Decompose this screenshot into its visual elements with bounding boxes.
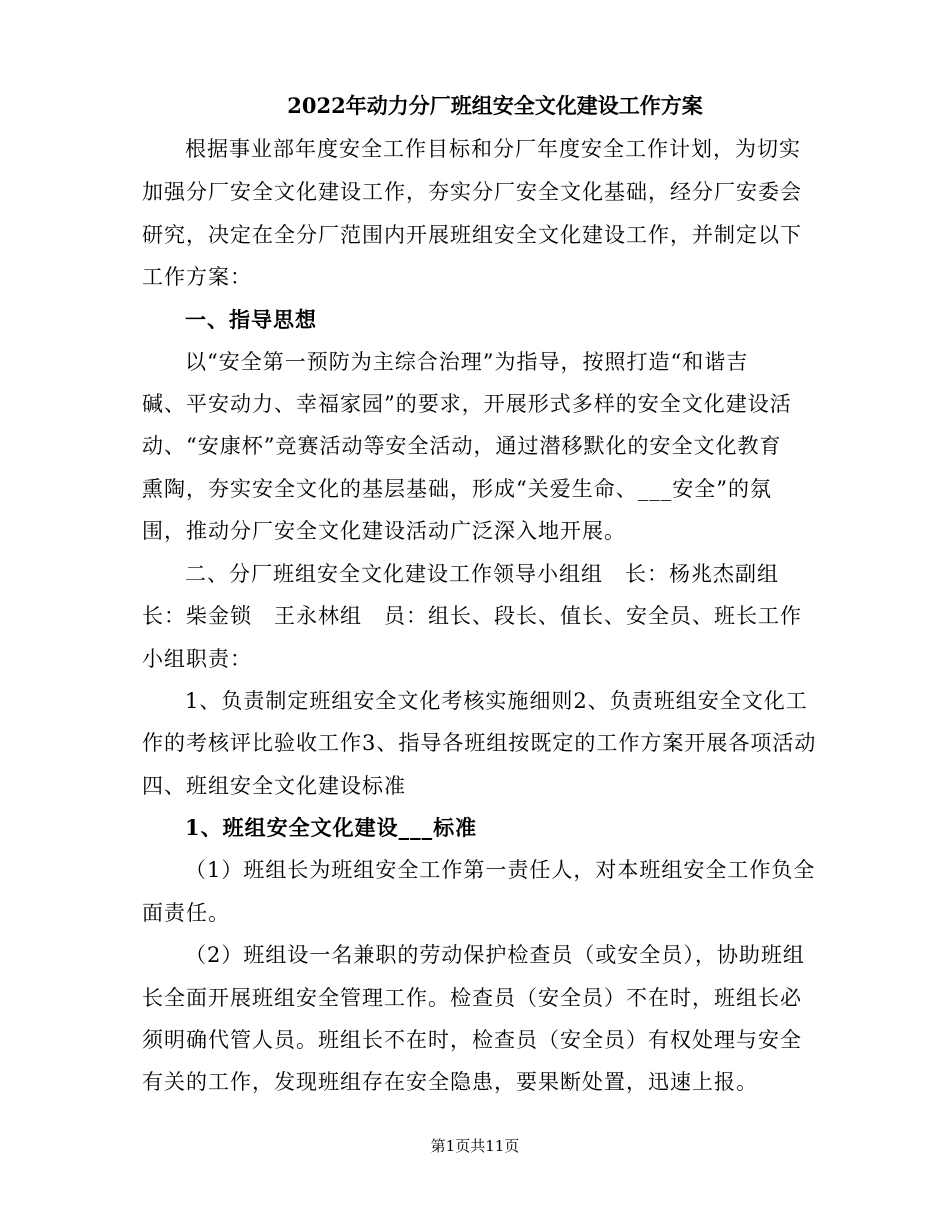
paragraph-line: 面责任。 bbox=[142, 901, 230, 925]
paragraph-line: 工作方案： bbox=[142, 265, 252, 289]
section-heading: 一、指导思想 bbox=[185, 307, 317, 332]
paragraph-line: 1、负责制定班组安全文化考核实施细则2、负责班组安全文化工 bbox=[185, 689, 808, 713]
page-number-footer: 第1页共11页 bbox=[430, 1137, 520, 1155]
paragraph-line: 长全面开展班组安全管理工作。检查员（安全员）不在时，班组长必 bbox=[142, 986, 802, 1010]
paragraph-line: 研究，决定在全分厂范围内开展班组安全文化建设工作，并制定以下 bbox=[142, 223, 802, 247]
paragraph-line: （2）班组设一名兼职的劳动保护检查员（或安全员），协助班组 bbox=[185, 943, 805, 967]
paragraph-line: 围，推动分厂安全文化建设活动广泛深入地开展。 bbox=[142, 519, 626, 543]
paragraph-line: 有关的工作，发现班组存在安全隐患，要果断处置，迅速上报。 bbox=[142, 1070, 758, 1094]
paragraph-line: 熏陶，夯实安全文化的基层基础，形成“关爱生命、___安全”的氛 bbox=[142, 477, 772, 501]
paragraph-line: 以“安全第一预防为主综合治理”为指导，按照打造“和谐吉 bbox=[185, 350, 749, 374]
paragraph-line: 作的考核评比验收工作3、指导各班组按既定的工作方案开展各项活动 bbox=[142, 731, 817, 755]
section-heading: 1、班组安全文化建设___标准 bbox=[185, 815, 478, 840]
paragraph-line: 二、分厂班组安全文化建设工作领导小组组 长：杨兆杰副组 bbox=[185, 562, 779, 586]
document-title: 2022年动力分厂班组安全文化建设工作方案 bbox=[287, 93, 703, 118]
paragraph-line: 加强分厂安全文化建设工作，夯实分厂安全文化基础，经分厂安委会 bbox=[142, 180, 802, 204]
paragraph-line: 碱、平安动力、幸福家园”的要求，开展形式多样的安全文化建设活 bbox=[142, 392, 792, 416]
paragraph-line: 四、班组安全文化建设标准 bbox=[142, 774, 406, 798]
paragraph-line: 须明确代管人员。班组长不在时，检查员（安全员）有权处理与安全 bbox=[142, 1028, 802, 1052]
paragraph-line: （1）班组长为班组安全工作第一责任人，对本班组安全工作负全 bbox=[185, 858, 816, 882]
paragraph-line: 小组职责： bbox=[142, 647, 252, 671]
paragraph-line: 根据事业部年度安全工作目标和分厂年度安全工作计划，为切实 bbox=[185, 137, 801, 161]
paragraph-line: 动、“安康杯”竞赛活动等安全活动，通过潜移默化的安全文化教育 bbox=[142, 434, 782, 458]
paragraph-line: 长：柴金锁 王永林组 员：组长、段长、值长、安全员、班长工作 bbox=[142, 604, 802, 628]
